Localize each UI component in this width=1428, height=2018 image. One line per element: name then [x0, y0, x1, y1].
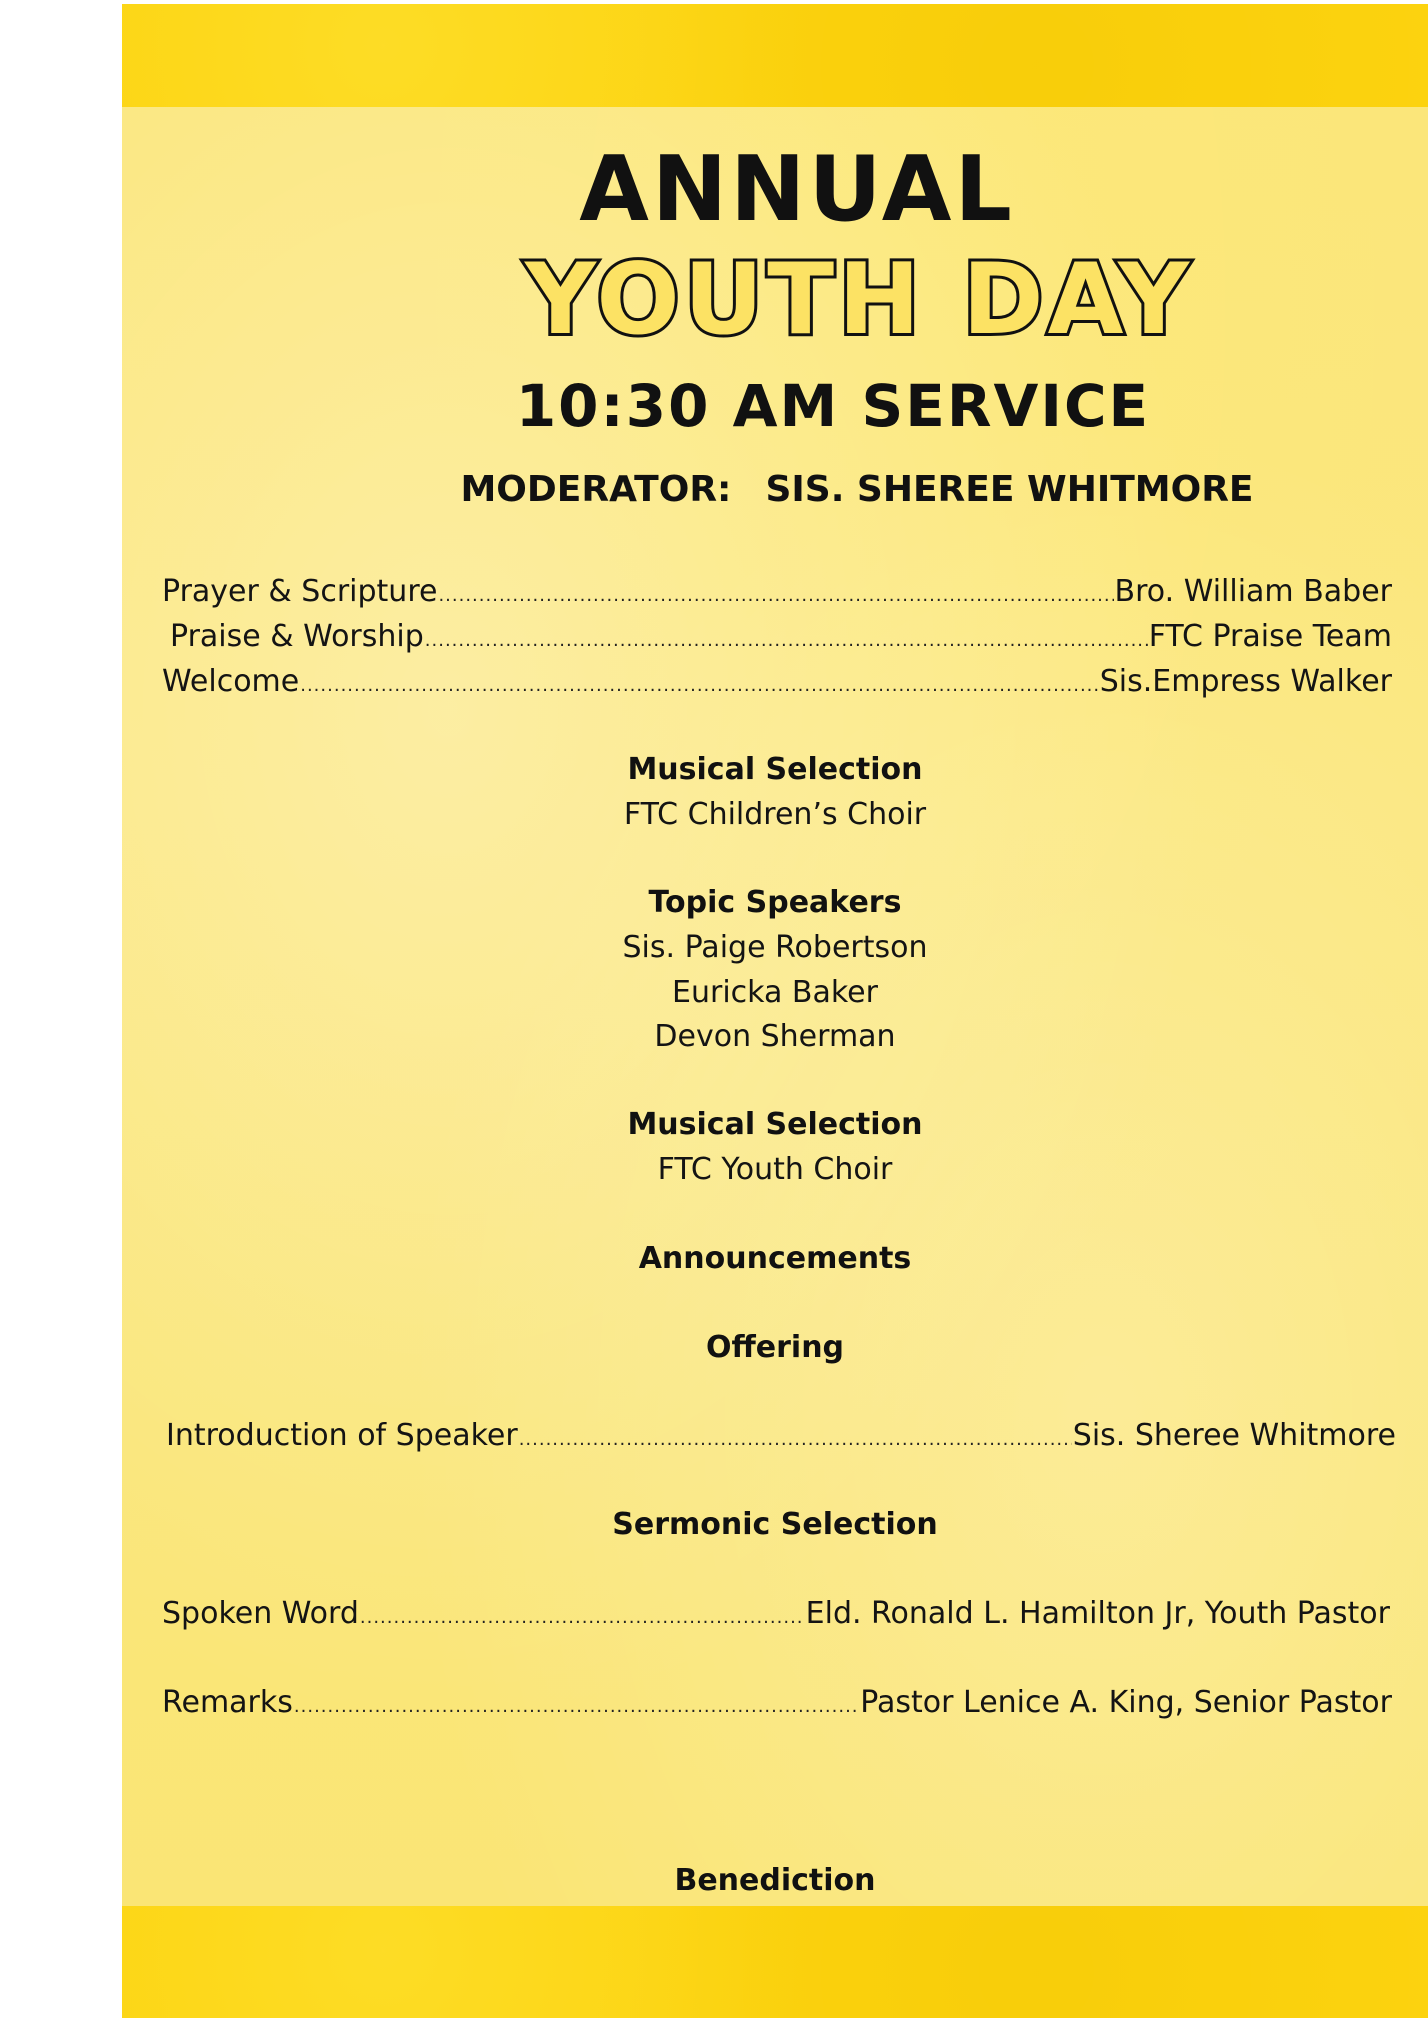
title-annual: ANNUAL [579, 137, 1015, 242]
service-time-heading: 10:30 AM SERVICE [515, 372, 1151, 440]
program-person: FTC Praise Team [1148, 619, 1392, 654]
program-item: Welcome [162, 664, 300, 699]
program-person: Bro. William Baber [1114, 574, 1392, 609]
program-item: Spoken Word [162, 1596, 359, 1631]
program-person: Pastor Lenice A. King, Senior Pastor [860, 1685, 1392, 1720]
musical-selection-performer-2: FTC Youth Choir [657, 1152, 893, 1187]
title-youth-day: YOUTH DAY [524, 243, 1194, 357]
offering-heading: Offering [705, 1330, 845, 1365]
program-row-introduction [166, 1416, 1396, 1460]
program-row-spoken-word [162, 1594, 1390, 1638]
program-row-praise [170, 617, 1392, 661]
dot-leader [300, 666, 1099, 706]
moderator-name: SIS. SHEREE WHITMORE [765, 469, 1254, 510]
program-row-remarks [162, 1683, 1392, 1727]
dot-leader [425, 621, 1148, 661]
program-person: Eld. Ronald L. Hamilton Jr, Youth Pastor [805, 1596, 1390, 1631]
program-item: Praise & Worship [170, 619, 424, 654]
musical-selection-heading-2: Musical Selection [627, 1107, 923, 1142]
dot-leader [294, 1687, 859, 1727]
program-row-welcome [162, 662, 1392, 706]
program-item: Remarks [162, 1685, 293, 1720]
dot-leader [438, 576, 1113, 616]
topic-speaker-3: Devon Sherman [654, 1019, 896, 1054]
program-person: Sis. Sheree Whitmore [1072, 1418, 1396, 1453]
program-row-prayer [162, 572, 1392, 616]
topic-speaker-2: Euricka Baker [672, 975, 878, 1010]
sermonic-selection-heading: Sermonic Selection [612, 1507, 938, 1542]
moderator-line [204, 469, 1428, 511]
musical-selection-performer-1: FTC Children’s Choir [623, 797, 927, 832]
program-item: Introduction of Speaker [166, 1418, 518, 1453]
topic-speaker-1: Sis. Paige Robertson [622, 930, 928, 965]
program-person: Sis.Empress Walker [1099, 664, 1392, 699]
dot-leader [360, 1598, 805, 1638]
bottom-color-band [122, 1906, 1428, 2018]
benediction-heading: Benediction [674, 1863, 876, 1898]
top-color-band [122, 4, 1428, 107]
program-item: Prayer & Scripture [162, 574, 438, 609]
dot-leader [519, 1420, 1072, 1460]
program-page [122, 4, 1428, 2018]
musical-selection-heading-1: Musical Selection [627, 752, 923, 787]
topic-speakers-heading: Topic Speakers [648, 885, 902, 920]
announcements-heading: Announcements [638, 1241, 912, 1276]
moderator-label: MODERATOR: [460, 469, 732, 510]
